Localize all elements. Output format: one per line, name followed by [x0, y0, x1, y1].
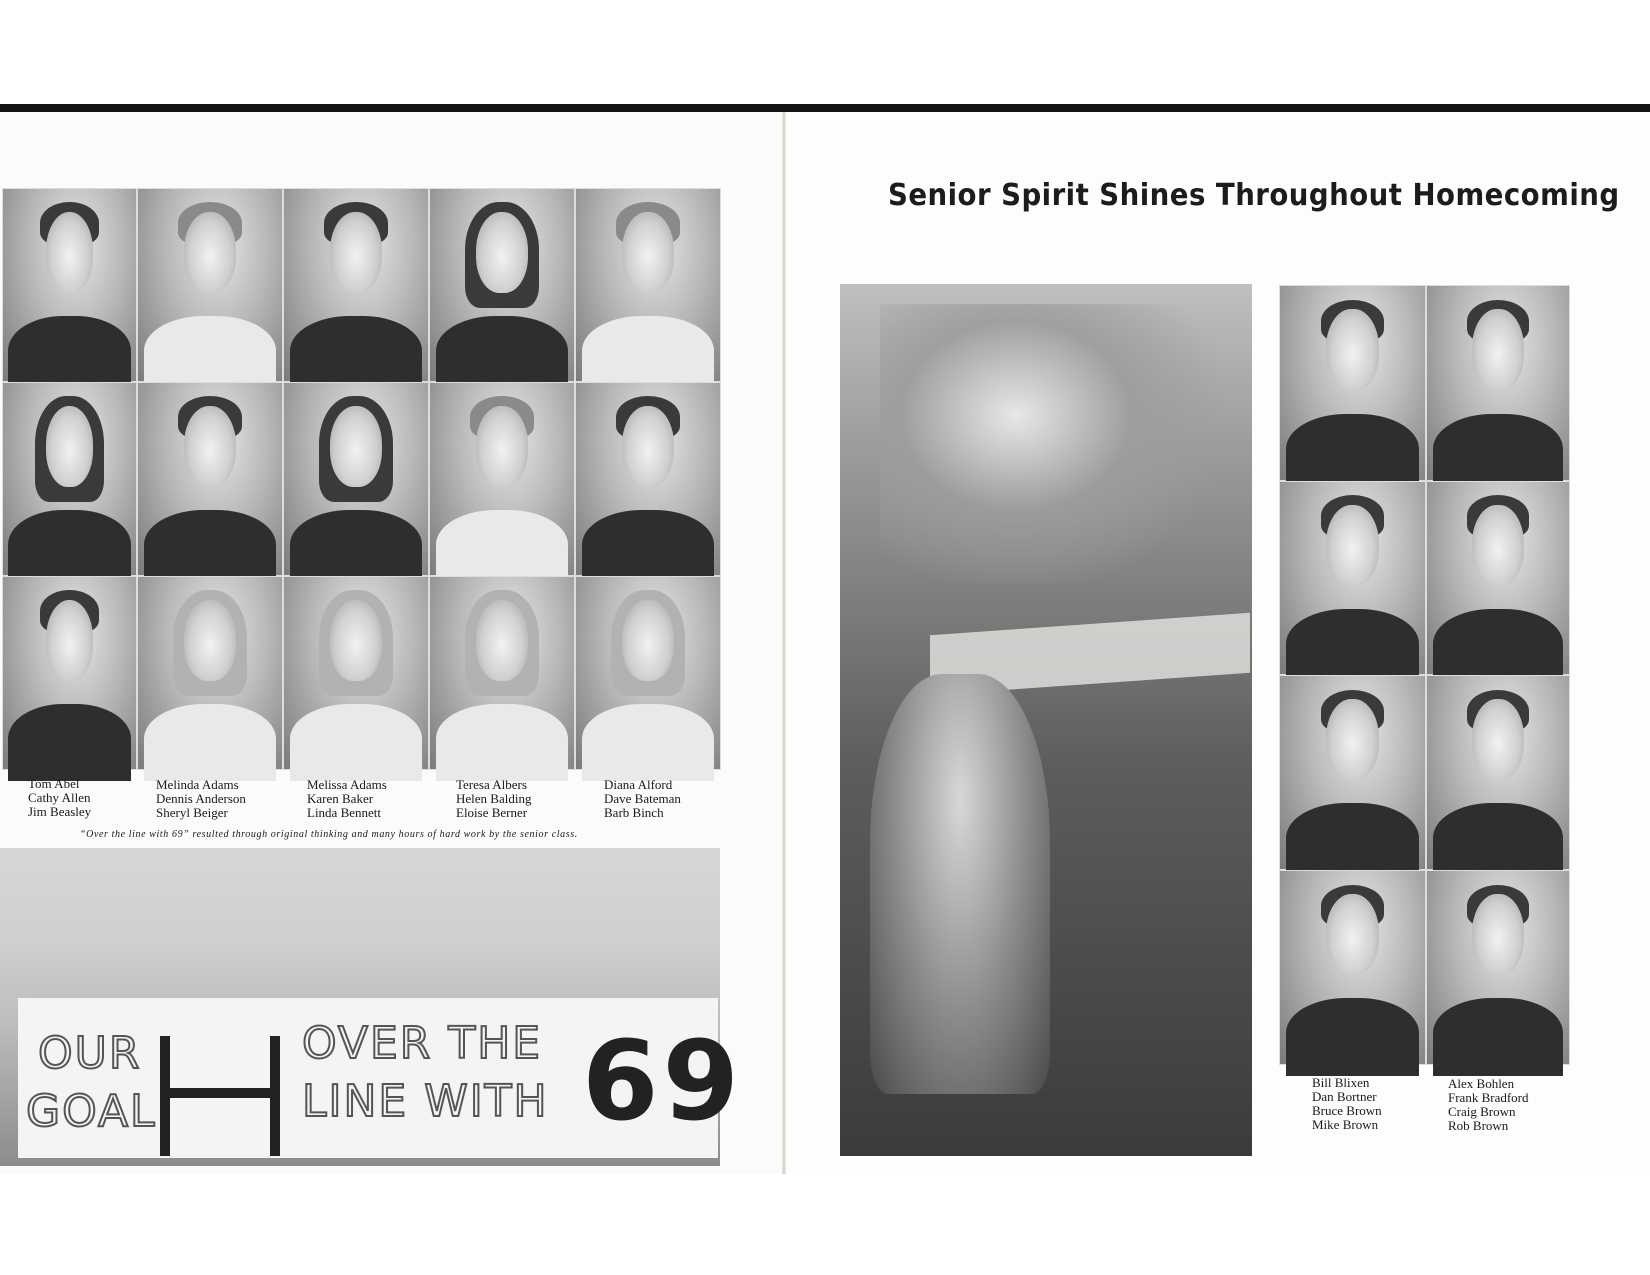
goalpost-graphic [160, 1036, 280, 1156]
portrait-photo [575, 576, 721, 770]
student-name: Sheryl Beiger [156, 805, 228, 820]
portrait-photo [2, 576, 137, 770]
student-name: Mike Brown [1312, 1117, 1379, 1132]
portrait-photo [137, 382, 283, 576]
book-gutter [782, 112, 786, 1174]
banner-words-line-with: LINE WITH [302, 1076, 549, 1127]
portrait-photo [283, 382, 429, 576]
name-column [456, 778, 531, 820]
student-name: Tom Abel [28, 776, 80, 791]
student-name: Alex Bohlen [1448, 1076, 1515, 1091]
student-name: Dennis Anderson [156, 791, 246, 806]
portrait-photo [1426, 285, 1570, 481]
student-name: Cathy Allen [28, 790, 91, 805]
name-column [28, 777, 91, 819]
portrait-photo [1279, 481, 1426, 675]
banner-number-69: 69 [582, 1017, 744, 1145]
portrait-photo [137, 576, 283, 770]
portrait-photo [2, 188, 137, 382]
student-name: Rob Brown [1448, 1118, 1509, 1133]
student-name: Linda Bennett [307, 805, 382, 820]
student-name: Melinda Adams [156, 777, 239, 792]
name-column [307, 778, 387, 820]
student-name: Dan Bortner [1312, 1089, 1377, 1104]
portrait-photo [1279, 675, 1426, 870]
portrait-photo [1426, 481, 1570, 675]
student-name: Jim Beasley [28, 804, 92, 819]
student-name: Frank Bradford [1448, 1090, 1529, 1105]
photo-caption: “Over the line with 69” resulted through original thinking and many hours of hard work by the senior class. [80, 829, 578, 840]
name-column [156, 778, 246, 820]
student-name: Barb Binch [604, 805, 664, 820]
portrait-photo [1279, 870, 1426, 1065]
costumed-student [870, 674, 1050, 1094]
banner-photo [0, 848, 744, 1166]
portrait-photo [575, 382, 721, 576]
crowd-blur [880, 304, 1220, 584]
portrait-photo [2, 382, 137, 576]
portrait-photo [1426, 870, 1570, 1065]
portrait-photo [1426, 675, 1570, 870]
page-title: Senior Spirit Shines Throughout Homecoming [888, 178, 1620, 213]
portrait-photo [137, 188, 283, 382]
banner-word-our: OUR [38, 1028, 142, 1079]
student-name: Dave Bateman [604, 791, 681, 806]
name-column [1448, 1077, 1529, 1133]
name-column [1312, 1076, 1382, 1132]
student-name: Karen Baker [307, 791, 374, 806]
name-column [604, 778, 681, 820]
portrait-photo [283, 576, 429, 770]
portrait-photo [429, 576, 575, 770]
portrait-photo [1279, 285, 1426, 481]
student-name: Bill Blixen [1312, 1075, 1370, 1090]
student-name: Melissa Adams [307, 777, 387, 792]
banner-word-goal: GOAL [26, 1086, 157, 1137]
student-name: Diana Alford [604, 777, 673, 792]
student-name: Teresa Albers [456, 777, 527, 792]
banner-words-over-the: OVER THE [302, 1018, 543, 1069]
student-name: Craig Brown [1448, 1104, 1516, 1119]
portrait-photo [429, 188, 575, 382]
homecoming-photo [840, 284, 1252, 1156]
student-name: Eloise Berner [456, 805, 528, 820]
portrait-photo [575, 188, 721, 382]
scan-top-border [0, 104, 1650, 112]
student-name: Helen Balding [456, 791, 532, 806]
portrait-photo [283, 188, 429, 382]
portrait-photo [429, 382, 575, 576]
student-name: Bruce Brown [1312, 1103, 1382, 1118]
